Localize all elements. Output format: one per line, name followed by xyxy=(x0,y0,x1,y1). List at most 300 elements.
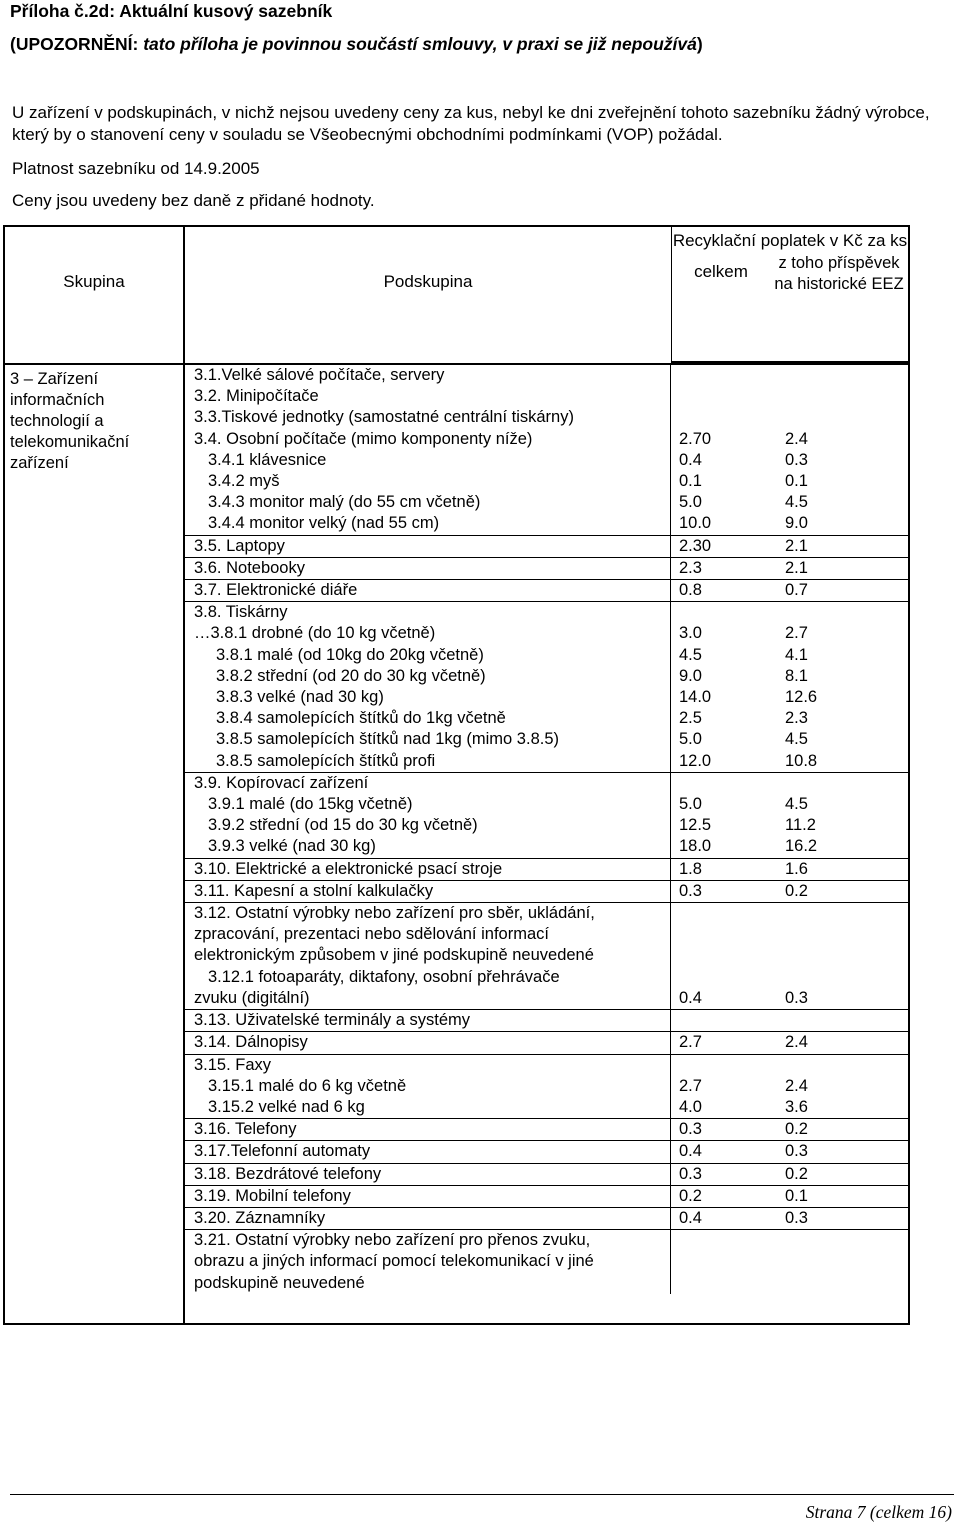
table-row xyxy=(185,1251,908,1272)
table-row xyxy=(185,1141,908,1163)
warning-prefix: (UPOZORNĚNÍ: xyxy=(10,34,144,54)
document-warning xyxy=(10,34,703,55)
subgroup-label: 3.9.1 malé (do 15kg včetně) xyxy=(208,795,413,814)
total-fee-cell xyxy=(671,794,778,815)
historic-fee-cell xyxy=(777,450,908,471)
table-row xyxy=(185,967,908,988)
subgroup-label: 3.4.3 monitor malý (do 55 cm včetně) xyxy=(208,493,481,512)
subgroup-cell xyxy=(185,492,671,513)
total-fee-cell xyxy=(671,580,778,602)
subgroup-label: 3.4.1 klávesnice xyxy=(208,450,327,469)
historic-fee: 2.4 xyxy=(785,429,808,448)
table-row xyxy=(185,924,908,945)
subgroup-cell xyxy=(185,1141,671,1163)
subgroup-label: podskupině neuvedené xyxy=(194,1273,365,1292)
historic-fee: 2.4 xyxy=(785,1076,808,1095)
table-row xyxy=(185,1054,908,1076)
table-row xyxy=(185,1119,908,1141)
historic-fee-cell xyxy=(777,666,908,687)
subgroup-label: 3.4.4 monitor velký (nad 55 cm) xyxy=(208,514,440,533)
total-fee: 4.0 xyxy=(679,1097,702,1116)
subgroup-label: 3.1.Velké sálové počítače, servery xyxy=(194,366,445,384)
table-row xyxy=(185,687,908,708)
table-row xyxy=(185,557,908,579)
historic-fee: 0.2 xyxy=(785,881,808,900)
subgroup-cell xyxy=(185,1119,671,1141)
historic-fee: 0.2 xyxy=(785,1120,808,1139)
total-fee-cell xyxy=(671,687,778,708)
total-fee-cell xyxy=(671,1207,778,1229)
total-fee: 3.0 xyxy=(679,624,702,643)
subgroup-cell xyxy=(185,1251,671,1272)
historic-fee-cell xyxy=(777,880,908,902)
subgroup-cell xyxy=(185,1097,671,1119)
total-fee-cell xyxy=(671,1230,778,1252)
historic-fee-cell xyxy=(777,924,908,945)
historic-fee-cell xyxy=(777,1251,908,1272)
total-fee-cell xyxy=(671,623,778,644)
subgroup-label: 3.15.1 malé do 6 kg včetně xyxy=(208,1076,407,1095)
validity-note: Platnost sazebníku od 14.9.2005 xyxy=(12,159,260,178)
subgroup-label: 3.12. Ostatní výrobky nebo zařízení pro sběr, ukládání, xyxy=(194,904,595,923)
subgroup-label: 3.9. Kopírovací zařízení xyxy=(194,773,369,792)
subgroup-cell xyxy=(185,1185,671,1207)
footer-divider xyxy=(10,1494,954,1495)
historic-fee-cell xyxy=(777,1185,908,1207)
total-fee-cell xyxy=(671,751,778,773)
total-fee: 0.1 xyxy=(679,472,702,491)
subgroup-cell xyxy=(185,666,671,687)
subgroup-label: 3.11. Kapesní a stolní kalkulačky xyxy=(194,881,434,900)
subgroup-cell xyxy=(185,535,671,557)
total-fee: 10.0 xyxy=(679,514,712,533)
total-fee-cell xyxy=(671,924,778,945)
total-fee: 0.4 xyxy=(679,1142,702,1161)
total-fee-cell xyxy=(671,645,778,666)
warning-italic-text: tato příloha je povinnou součástí smlouvy, v praxi se již nepoužívá xyxy=(143,34,697,54)
table-row xyxy=(185,1076,908,1097)
subgroup-cell xyxy=(185,858,671,880)
table-row xyxy=(185,708,908,729)
subgroup-label: 3.8.3 velké (nad 30 kg) xyxy=(216,688,384,707)
historic-fee: 2.1 xyxy=(785,536,808,555)
total-fee-cell xyxy=(671,1185,778,1207)
subgroup-label: 3.12.1 fotoaparáty, diktafony, osobní přehrávače xyxy=(208,967,560,986)
historic-fee-cell xyxy=(777,815,908,836)
table-row xyxy=(185,836,908,858)
total-fee-cell xyxy=(671,666,778,687)
table-row xyxy=(185,513,908,535)
subgroup-cell xyxy=(185,880,671,902)
total-fee: 5.0 xyxy=(679,493,702,512)
historic-fee: 3.6 xyxy=(785,1097,808,1116)
total-fee: 2.7 xyxy=(679,1076,702,1095)
historic-fee: 0.3 xyxy=(785,988,808,1007)
historic-fee: 4.5 xyxy=(785,795,808,814)
historic-fee: 9.0 xyxy=(785,514,808,533)
subgroup-cell xyxy=(185,365,671,386)
historic-fee-cell xyxy=(777,1230,908,1252)
header-historic: z toho příspěvek na historické EEZ xyxy=(774,254,904,293)
total-fee: 0.2 xyxy=(679,1186,702,1205)
table-row xyxy=(185,945,908,966)
table-row xyxy=(185,386,908,407)
historic-fee-cell xyxy=(777,794,908,815)
table-row xyxy=(185,1230,908,1252)
subgroup-label: 3.9.2 střední (od 15 do 30 kg včetně) xyxy=(208,816,478,835)
vat-note: Ceny jsou uvedeny bez daně z přidané hodnoty. xyxy=(12,191,375,210)
historic-fee: 4.5 xyxy=(785,493,808,512)
subgroup-label: 3.15. Faxy xyxy=(194,1055,272,1074)
subgroup-cell xyxy=(185,751,671,773)
total-fee: 5.0 xyxy=(679,795,702,814)
historic-fee-cell xyxy=(777,858,908,880)
subgroup-cell xyxy=(185,687,671,708)
total-fee-cell xyxy=(671,708,778,729)
table-row xyxy=(185,365,908,386)
total-fee: 12.0 xyxy=(679,751,712,770)
total-fee: 0.4 xyxy=(679,450,702,469)
header-subgroup: Podskupina xyxy=(383,272,473,291)
historic-fee-cell xyxy=(777,1119,908,1141)
subgroup-cell xyxy=(185,772,671,794)
subgroup-label: 3.18. Bezdrátové telefony xyxy=(194,1164,382,1183)
total-fee-cell xyxy=(671,557,778,579)
subgroup-label: 3.9.3 velké (nad 30 kg) xyxy=(208,837,376,856)
total-fee-cell xyxy=(671,429,778,450)
total-fee-cell xyxy=(671,988,778,1010)
subgroup-label: zpracování, prezentaci nebo sdělování informací xyxy=(194,925,549,944)
historic-fee-cell xyxy=(777,623,908,644)
historic-fee-cell xyxy=(777,580,908,602)
historic-fee: 11.2 xyxy=(785,816,816,835)
table-row xyxy=(185,666,908,687)
historic-fee: 2.7 xyxy=(785,624,808,643)
subgroup-cell xyxy=(185,1273,671,1294)
total-fee: 0.3 xyxy=(679,1164,702,1183)
fee-table xyxy=(3,225,910,1325)
total-fee-cell xyxy=(671,1076,778,1097)
total-fee-cell xyxy=(671,386,778,407)
historic-fee-cell xyxy=(777,557,908,579)
historic-fee: 4.1 xyxy=(785,645,808,664)
document-title: Příloha č.2d: Aktuální kusový sazebník xyxy=(10,1,333,21)
table-row xyxy=(185,772,908,794)
total-fee: 2.5 xyxy=(679,709,702,728)
warning-suffix: ) xyxy=(696,34,703,54)
header-subgroup-cell xyxy=(184,226,672,364)
subgroup-cell xyxy=(185,1163,671,1185)
table-row xyxy=(185,751,908,773)
total-fee-cell xyxy=(671,836,778,858)
total-fee: 4.5 xyxy=(679,645,702,664)
subgroup-cell xyxy=(185,794,671,815)
total-fee: 12.5 xyxy=(679,816,712,835)
header-fee-subcolumns xyxy=(672,251,908,363)
intro-paragraph: U zařízení v podskupinách, v nichž nejsou uvedeny ceny za kus, nebyl ke dni zveřejnění tohoto sazebníku žádný výrobce, který by o stanovení ceny v souladu se Všeobecnými obchodními podmínkami (VOP) požádal. xyxy=(12,103,930,144)
historic-fee-cell xyxy=(777,1010,908,1032)
subgroup-cell xyxy=(185,836,671,858)
historic-fee: 0.7 xyxy=(785,581,808,600)
total-fee: 2.70 xyxy=(679,429,712,448)
historic-fee-cell xyxy=(777,903,908,925)
subgroup-cell xyxy=(185,513,671,535)
subgroup-label: 3.2. Minipočítače xyxy=(194,387,319,406)
total-fee-cell xyxy=(671,967,778,988)
subgroup-cell xyxy=(185,903,671,925)
subgroup-cell xyxy=(185,815,671,836)
historic-fee-cell xyxy=(777,1163,908,1185)
subgroup-cell xyxy=(185,580,671,602)
historic-fee-cell xyxy=(777,1097,908,1119)
subgroup-label: 3.17.Telefonní automaty xyxy=(194,1142,371,1161)
total-fee: 14.0 xyxy=(679,688,712,707)
total-fee-cell xyxy=(671,729,778,750)
historic-fee-cell xyxy=(777,645,908,666)
subgroup-label: 3.13. Uživatelské terminály a systémy xyxy=(194,1011,471,1030)
subgroup-cell xyxy=(185,429,671,450)
table-row xyxy=(185,623,908,644)
header-group-cell xyxy=(4,226,184,364)
historic-fee-cell xyxy=(777,1207,908,1229)
subgroup-cell xyxy=(185,623,671,644)
subgroup-label: zvuku (digitální) xyxy=(194,988,310,1007)
subgroup-label: 3.8.5 samolepících štítků nad 1kg (mimo 3.8.5) xyxy=(216,730,559,749)
total-fee: 0.3 xyxy=(679,1120,702,1139)
historic-fee: 0.2 xyxy=(785,1164,808,1183)
table-row xyxy=(185,407,908,428)
historic-fee-cell xyxy=(777,1054,908,1076)
historic-fee-cell xyxy=(777,772,908,794)
total-fee: 0.4 xyxy=(679,1208,702,1227)
subgroup-label: 3.15.2 velké nad 6 kg xyxy=(208,1097,365,1116)
total-fee-cell xyxy=(671,602,778,624)
historic-fee-cell xyxy=(777,708,908,729)
historic-fee-cell xyxy=(777,386,908,407)
table-body-row xyxy=(4,364,909,1324)
total-fee: 1.8 xyxy=(679,859,702,878)
subgroup-label: elektronickým způsobem v jiné podskupině neuvedené xyxy=(194,946,594,965)
historic-fee: 2.3 xyxy=(785,709,808,728)
subgroup-cell xyxy=(185,602,671,624)
total-fee: 2.30 xyxy=(679,536,712,555)
table-row xyxy=(185,450,908,471)
table-row xyxy=(185,988,908,1010)
historic-fee-cell xyxy=(777,988,908,1010)
total-fee-cell xyxy=(671,513,778,535)
total-fee-cell xyxy=(671,772,778,794)
subgroup-cell xyxy=(185,645,671,666)
total-fee-cell xyxy=(671,471,778,492)
historic-fee-cell xyxy=(777,513,908,535)
total-fee-cell xyxy=(671,1010,778,1032)
historic-fee: 10.8 xyxy=(785,751,818,770)
table-row xyxy=(185,429,908,450)
subgroup-cell xyxy=(185,924,671,945)
table-row xyxy=(185,645,908,666)
table-row xyxy=(185,580,908,602)
subgroup-label: …3.8.1 drobné (do 10 kg včetně) xyxy=(194,624,436,643)
subgroup-label: 3.6. Notebooky xyxy=(194,558,305,577)
historic-fee-cell xyxy=(777,429,908,450)
table-row xyxy=(185,1010,908,1032)
table-header-row xyxy=(4,226,909,364)
total-fee-cell xyxy=(671,1032,778,1054)
subgroup-cell xyxy=(185,1076,671,1097)
subgroup-label: 3.5. Laptopy xyxy=(194,536,285,555)
table-row xyxy=(185,1185,908,1207)
table-row xyxy=(185,794,908,815)
table-row xyxy=(185,858,908,880)
historic-fee: 0.3 xyxy=(785,450,808,469)
page-number: Strana 7 (celkem 16) xyxy=(805,1502,952,1522)
subgroup-cell xyxy=(185,1032,671,1054)
subgroup-cell xyxy=(185,1010,671,1032)
total-fee-cell xyxy=(671,1163,778,1185)
historic-fee-cell xyxy=(777,492,908,513)
header-total: celkem xyxy=(694,262,748,281)
total-fee: 0.4 xyxy=(679,988,702,1007)
group-name: 3 – Zařízení informačních technologií a telekomunikační zařízení xyxy=(10,370,130,472)
total-fee-cell xyxy=(671,903,778,925)
subgroup-cell xyxy=(185,386,671,407)
table-row xyxy=(185,602,908,624)
historic-fee: 0.1 xyxy=(785,472,808,491)
total-fee: 2.7 xyxy=(679,1033,702,1052)
table-row xyxy=(185,535,908,557)
historic-fee: 0.1 xyxy=(785,1186,808,1205)
subgroup-label: 3.8.4 samolepících štítků do 1kg včetně xyxy=(216,709,506,728)
total-fee-cell xyxy=(671,492,778,513)
total-fee: 5.0 xyxy=(679,730,702,749)
subgroup-cell xyxy=(185,471,671,492)
table-row xyxy=(185,880,908,902)
subgroup-label: 3.3.Tiskové jednotky (samostatné centrální tiskárny) xyxy=(194,408,574,427)
total-fee-cell xyxy=(671,1054,778,1076)
total-fee-cell xyxy=(671,1097,778,1119)
subgroup-label: 3.8.5 samolepících štítků profi xyxy=(216,751,436,770)
historic-fee-cell xyxy=(777,967,908,988)
total-fee-cell xyxy=(671,365,778,386)
historic-fee: 16.2 xyxy=(785,837,818,856)
subgroup-label: 3.14. Dálnopisy xyxy=(194,1033,308,1052)
subgroup-label: 3.4.2 myš xyxy=(208,472,280,491)
subgroup-cell xyxy=(185,945,671,966)
subgroup-cell xyxy=(185,729,671,750)
header-historic-cell xyxy=(770,251,908,362)
total-fee: 18.0 xyxy=(679,837,712,856)
historic-fee: 0.3 xyxy=(785,1142,808,1161)
subgroup-cell xyxy=(185,988,671,1010)
subgroup-label: 3.8. Tiskárny xyxy=(194,603,288,622)
subgroup-label: 3.4. Osobní počítače (mimo komponenty níže) xyxy=(194,429,533,448)
historic-fee: 2.1 xyxy=(785,558,808,577)
historic-fee-cell xyxy=(777,365,908,386)
total-fee-cell xyxy=(671,450,778,471)
total-fee: 2.3 xyxy=(679,558,702,577)
historic-fee-cell xyxy=(777,1273,908,1294)
header-group: Skupina xyxy=(63,272,125,291)
historic-fee-cell xyxy=(777,1141,908,1163)
total-fee-cell xyxy=(671,535,778,557)
subgroup-list xyxy=(185,365,908,1294)
total-fee-cell xyxy=(671,815,778,836)
historic-fee-cell xyxy=(777,471,908,492)
total-fee-cell xyxy=(671,1119,778,1141)
subgroups-cell xyxy=(184,364,909,1324)
total-fee-cell xyxy=(671,407,778,428)
historic-fee-cell xyxy=(777,407,908,428)
historic-fee-cell xyxy=(777,1076,908,1097)
table-row xyxy=(185,1273,908,1294)
subgroup-cell xyxy=(185,557,671,579)
subgroup-label: 3.10. Elektrické a elektronické psací stroje xyxy=(194,859,503,878)
total-fee-cell xyxy=(671,880,778,902)
historic-fee: 1.6 xyxy=(785,859,808,878)
historic-fee: 2.4 xyxy=(785,1033,808,1052)
total-fee-cell xyxy=(671,858,778,880)
header-total-cell xyxy=(672,251,770,362)
historic-fee: 4.5 xyxy=(785,730,808,749)
historic-fee: 12.6 xyxy=(785,688,818,707)
subgroup-cell xyxy=(185,1230,671,1252)
group-cell xyxy=(4,364,184,1324)
table-row xyxy=(185,492,908,513)
table-row xyxy=(185,1032,908,1054)
table-row xyxy=(185,815,908,836)
total-fee-cell xyxy=(671,1251,778,1272)
total-fee: 0.3 xyxy=(679,881,702,900)
historic-fee-cell xyxy=(777,729,908,750)
total-fee: 9.0 xyxy=(679,666,702,685)
historic-fee-cell xyxy=(777,535,908,557)
total-fee-cell xyxy=(671,1273,778,1294)
subgroup-cell xyxy=(185,708,671,729)
total-fee: 0.8 xyxy=(679,581,702,600)
historic-fee-cell xyxy=(777,945,908,966)
subgroup-cell xyxy=(185,1207,671,1229)
historic-fee-cell xyxy=(777,1032,908,1054)
table-row xyxy=(185,1163,908,1185)
subgroup-cell xyxy=(185,1054,671,1076)
historic-fee-cell xyxy=(777,751,908,773)
table-row xyxy=(185,903,908,925)
subgroup-label: 3.20. Záznamníky xyxy=(194,1208,326,1227)
subgroup-label: obrazu a jiných informací pomocí telekomunikací v jiné xyxy=(194,1252,594,1271)
historic-fee: 8.1 xyxy=(785,666,808,685)
table-row xyxy=(185,1097,908,1119)
subgroup-label: 3.21. Ostatní výrobky nebo zařízení pro přenos zvuku, xyxy=(194,1231,591,1250)
subgroup-cell xyxy=(185,967,671,988)
subgroup-label: 3.7. Elektronické diáře xyxy=(194,581,358,600)
table-row xyxy=(185,471,908,492)
subgroup-label: 3.8.1 malé (od 10kg do 20kg včetně) xyxy=(216,645,484,664)
subgroup-cell xyxy=(185,407,671,428)
header-fee-cell xyxy=(672,226,910,364)
header-fee: Recyklační poplatek v Kč za ks xyxy=(672,231,908,250)
table-row xyxy=(185,1207,908,1229)
subgroup-label: 3.16. Telefony xyxy=(194,1120,297,1139)
subgroup-label: 3.19. Mobilní telefony xyxy=(194,1186,351,1205)
subgroup-cell xyxy=(185,450,671,471)
historic-fee: 0.3 xyxy=(785,1208,808,1227)
historic-fee-cell xyxy=(777,687,908,708)
historic-fee-cell xyxy=(777,836,908,858)
total-fee-cell xyxy=(671,945,778,966)
total-fee-cell xyxy=(671,1141,778,1163)
table-row xyxy=(185,729,908,750)
historic-fee-cell xyxy=(777,602,908,624)
